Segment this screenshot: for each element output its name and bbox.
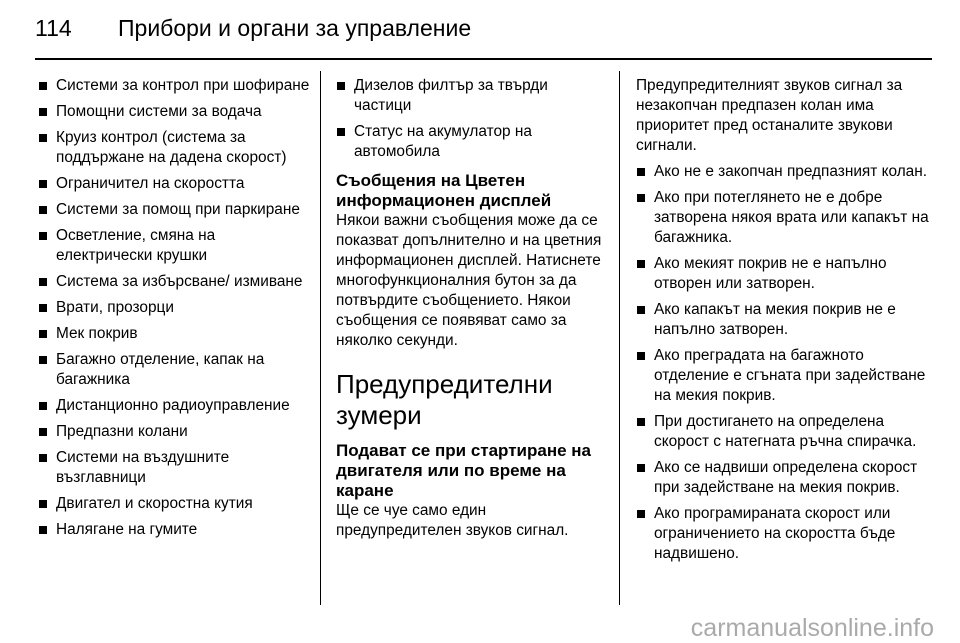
list-item: Ако не е закопчан предпазният колан. xyxy=(636,162,932,182)
list-item: Системи за контрол при шофиране xyxy=(38,76,310,96)
list-item: Системи за помощ при паркиране xyxy=(38,200,310,220)
list-item: Дистанционно радиоуправление xyxy=(38,396,310,416)
list-item: Ако преградата на багажното отделение е сгъната при задействане на мекия покрив. xyxy=(636,346,932,406)
list-item: Дизелов филтър за твърди частици xyxy=(336,76,606,116)
chime-paragraph: Ще се чуе само един предупредителен звуков сигнал. xyxy=(336,502,569,539)
list-item: Предпазни колани xyxy=(38,422,310,442)
list-item: Багажно отделение, капак на багажника xyxy=(38,350,310,390)
page-title: Прибори и органи за управление xyxy=(118,15,472,41)
list-item: Круиз контрол (система за поддържане на дадена скорост) xyxy=(38,128,310,168)
header-rule xyxy=(35,58,932,60)
list-item: При достигането на определена скорост с натегната ръчна спирачка. xyxy=(636,412,932,452)
chime-conditions-list xyxy=(636,162,932,564)
list-item: Помощни системи за водача xyxy=(38,102,310,122)
watermark: carmanualsonline.info xyxy=(690,614,934,642)
column-1 xyxy=(38,76,310,546)
list-item: Мек покрив xyxy=(38,324,310,344)
column-2 xyxy=(336,76,606,541)
column-divider-1 xyxy=(320,71,321,605)
page-number: 114 xyxy=(35,15,72,41)
list-item: Статус на акумулатор на автомобила xyxy=(336,122,606,162)
subsection-heading-start-or-driving: Подават се при стартиране на двигателя или по време на каране xyxy=(336,441,591,500)
seatbelt-chime-paragraph: Предупредителният звуков сигнал за незакопчан предпазен колан има приоритет пред останалите звукови сигнали. xyxy=(636,77,903,154)
column-divider-2 xyxy=(619,71,620,605)
section-heading-messages: Съобщения на Цветен информационен дисплей xyxy=(336,171,552,210)
messages-paragraph: Някои важни съобщения може да се показват допълнително и на цветния информационен дисплей. Натиснете многофункционалния бутон за да потвърдите съобщението. Някои съобщения се появяват само за няколко секунди. xyxy=(336,212,602,349)
page-header xyxy=(0,0,960,60)
list-item: Ако програмираната скорост или ограничението на скоростта бъде надвишено. xyxy=(636,504,932,564)
list-item: Системи на въздушните възглавници xyxy=(38,448,310,488)
topic-list-continued xyxy=(336,76,606,162)
list-item: Ако се надвиши определена скорост при задействане на мекия покрив. xyxy=(636,458,932,498)
list-item: Двигател и скоростна кутия xyxy=(38,494,310,514)
list-item: Осветление, смяна на електрически крушки xyxy=(38,226,310,266)
column-3 xyxy=(636,76,932,570)
list-item: Налягане на гумите xyxy=(38,520,310,540)
list-item: Ако при потеглянето не е добре затворена някоя врата или капакът на багажника. xyxy=(636,188,932,248)
list-item: Ако мекият покрив не е напълно отворен или затворен. xyxy=(636,254,932,294)
list-item: Ограничител на скоростта xyxy=(38,174,310,194)
topic-list xyxy=(38,76,310,540)
list-item: Врати, прозорци xyxy=(38,298,310,318)
section-heading-warning-chimes: Предупредителни зумери xyxy=(336,369,553,430)
list-item: Ако капакът на мекия покрив не е напълно затворен. xyxy=(636,300,932,340)
list-item: Система за избърсване/ измиване xyxy=(38,272,310,292)
